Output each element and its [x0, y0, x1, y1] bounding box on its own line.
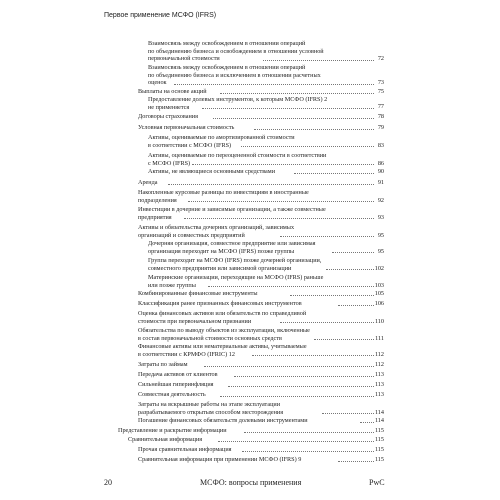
toc-page-number: 113 [374, 391, 384, 398]
toc-page-number: 91 [377, 179, 384, 186]
toc-entry[interactable] [138, 113, 384, 121]
toc-entry-line: организация переходит на МСФО (IFRS) позже группы [148, 247, 295, 255]
toc-entry[interactable] [148, 257, 384, 272]
toc-entry-line: или позже группы [148, 281, 196, 289]
toc-page-number: 93 [377, 214, 384, 221]
leader-dots [208, 286, 374, 287]
toc-page-number: 106 [374, 300, 384, 307]
leader-dots [241, 146, 374, 147]
toc-entry-line: не применяется [148, 103, 190, 111]
leader-dots [218, 441, 374, 442]
toc-entry-line: Классификация ранее признанных финансовых инструментов [138, 300, 302, 307]
toc-entry[interactable] [138, 391, 384, 399]
toc-entry[interactable] [148, 168, 384, 176]
leader-dots [220, 93, 374, 94]
toc-entry-line: Накопленные курсовые разницы по инвестициям в иностранные [138, 189, 309, 196]
toc-page-number: 72 [377, 55, 384, 62]
toc-entry[interactable] [138, 206, 384, 221]
toc-page-number: 102 [374, 265, 384, 272]
toc-entry[interactable] [138, 179, 384, 187]
toc-entry-line: совместного предприятия или зависимой организации [148, 264, 292, 272]
toc-page-number: 92 [377, 197, 384, 204]
toc-page-number: 73 [377, 79, 384, 86]
toc-entry-line: Выплаты на основе акций [138, 88, 207, 95]
toc-page-number: 90 [377, 168, 384, 175]
leader-dots [174, 84, 374, 85]
toc-page-number: 112 [374, 351, 384, 358]
toc-page-number: 113 [374, 381, 384, 388]
toc-page-number: 78 [377, 113, 384, 120]
toc-page-number: 114 [374, 409, 384, 416]
toc-entry[interactable] [148, 96, 384, 111]
toc-page-number: 110 [374, 318, 384, 325]
toc-entry-line: Активы, оцениваемые по переоцененной стоимости в соответствии [148, 152, 327, 159]
toc-page-number: 95 [377, 232, 384, 239]
toc-entry[interactable] [148, 40, 384, 63]
toc-entry-line: в состав первоначальной стоимости основных средств [138, 334, 282, 342]
publisher-name: PwC [369, 478, 385, 487]
toc-page-number: 77 [377, 103, 384, 110]
toc-entry[interactable] [138, 88, 384, 96]
toc-page-number: 83 [377, 142, 384, 149]
toc-entry-line: Передача активов от клиентов [138, 371, 218, 378]
toc-entry[interactable] [138, 371, 384, 379]
toc-entry[interactable] [138, 381, 384, 389]
leader-dots [322, 413, 374, 414]
leader-dots [234, 376, 374, 377]
toc-entry-line: Инвестиции в дочерние и зависимые организации, а также совместные [138, 206, 326, 213]
toc-entry-line: подразделения [138, 196, 177, 204]
toc-entry-line: первоначальной стоимости [148, 55, 220, 62]
toc-entry-line: Затраты на вскрышные работы на этапе эксплуатации [138, 401, 280, 408]
toc-page-number: 79 [377, 124, 384, 131]
leader-dots [244, 432, 374, 433]
leader-dots [254, 129, 374, 130]
leader-dots [202, 108, 374, 109]
toc-page-number: 86 [377, 160, 384, 167]
toc-entry-line: Договоры страхования [138, 113, 198, 120]
toc-entry-line: Взаимосвязь между освобождением в отношении операций [148, 64, 306, 71]
leader-dots [188, 201, 374, 202]
leader-dots [332, 252, 374, 253]
toc-entry-line: оценок [148, 79, 167, 86]
leader-dots [228, 386, 374, 387]
toc-entry-line: в соответствии с КРМФО (IFRIC) 12 [138, 350, 235, 358]
toc-page-number: 103 [374, 282, 384, 289]
running-header: Первое применение МСФО (IFRS) [104, 12, 217, 19]
toc-entry-line: Сравнительная информация при применении МСФО (IFRS) 9 [138, 456, 302, 463]
leader-dots [326, 269, 374, 270]
toc-entry-line: Активы, не являющиеся основными средствами [148, 168, 276, 175]
leader-dots [192, 164, 374, 165]
toc-entry[interactable] [148, 134, 384, 149]
toc-entry-line: Условная первоначальная стоимость [138, 124, 235, 131]
toc-entry-line: Активы, оцениваемые по амортизированной стоимости [148, 134, 295, 141]
leader-dots [220, 396, 374, 397]
toc-page-number: 114 [374, 417, 384, 424]
toc-entry-line: Дочерняя организация, совместное предприятие или зависимая [148, 240, 316, 247]
toc-entry[interactable] [138, 361, 384, 369]
toc-entry-line: Прочая сравнительная информация [138, 446, 232, 453]
leader-dots [360, 422, 374, 423]
toc-page-number: 115 [374, 446, 384, 453]
toc-entry[interactable] [138, 290, 384, 298]
page-number: 20 [104, 478, 112, 487]
leader-dots [290, 295, 374, 296]
toc-page-number: 112 [374, 361, 384, 368]
toc-entry-line: Группа переходит на МСФО (IFRS) позже дочерней организации, [148, 257, 322, 264]
toc-entry[interactable] [138, 124, 384, 132]
toc-entry[interactable] [138, 189, 384, 204]
leader-dots [314, 339, 374, 340]
toc-entry[interactable] [148, 152, 384, 167]
toc-page-number: 105 [374, 290, 384, 297]
toc-entry[interactable] [138, 310, 384, 325]
toc-entry-line: по объединению бизнеса и освобождением в отношении условной [148, 47, 324, 55]
toc-entry[interactable] [138, 401, 384, 416]
toc-entry[interactable] [148, 274, 384, 289]
toc-entry-line: предприятия [138, 213, 172, 221]
toc-entry[interactable] [148, 240, 384, 255]
leader-dots [242, 451, 374, 452]
toc-entry-line: разрабатываемого открытым способом месторождения [138, 408, 284, 416]
toc-entry[interactable] [148, 64, 384, 87]
book-title: МСФО: вопросы применения [200, 478, 302, 487]
leader-dots [252, 355, 374, 356]
toc-entry[interactable] [138, 456, 384, 464]
toc-entry-line: Обязательства по выводу объектов из эксплуатации, включенные [138, 327, 310, 334]
toc-entry-line: Совместная деятельность [138, 391, 206, 398]
leader-dots [184, 218, 374, 219]
toc-entry-line: по объединению бизнеса и исключением в отношении расчетных [148, 71, 321, 79]
toc-entry-line: Активы и обязательства дочерних организаций, зависимых [138, 224, 295, 231]
toc-entry[interactable] [138, 446, 384, 454]
toc-entry[interactable] [128, 436, 384, 444]
toc-page-number: 115 [374, 436, 384, 443]
leader-dots [204, 366, 374, 367]
toc-entry-line: стоимости при первоначальном признании [138, 317, 252, 325]
toc-entry-line: организаций и совместных предприятий [138, 231, 245, 239]
toc-entry-line: Материнские организации, переходящие на МСФО (IFRS) раньше [148, 274, 324, 281]
toc-entry[interactable] [138, 417, 384, 425]
toc-entry-line: с МСФО (IFRS) [148, 159, 191, 167]
toc-page-number: 95 [377, 248, 384, 255]
toc-entry-line: Погашение финансовых обязательств долевыми инструментами [138, 417, 308, 424]
toc-entry-line: Затраты по займам [138, 361, 188, 368]
leader-dots [280, 236, 374, 237]
toc-entry-line: Финансовые активы или нематериальные активы, учитываемые [138, 343, 307, 350]
toc-entry-line: Аренда [138, 179, 158, 186]
toc-entry-line: Взаимосвязь между освобождением в отношении операций [148, 40, 306, 47]
toc-page-number: 115 [374, 456, 384, 463]
toc-page-number: 75 [377, 88, 384, 95]
toc-entry[interactable] [138, 327, 384, 342]
toc-entry-line: Сравнительная информация [128, 436, 203, 443]
leader-dots [213, 118, 374, 119]
leader-dots [263, 60, 374, 61]
toc-page-number: 113 [374, 371, 384, 378]
leader-dots [280, 322, 374, 323]
leader-dots [168, 184, 374, 185]
toc-entry[interactable] [138, 300, 384, 308]
toc-entry-line: Представление и раскрытие информации [118, 427, 227, 434]
toc-page-number: 111 [375, 335, 384, 342]
toc-entry-line: Предоставление долевых инструментов, к которым МСФО (IFRS) 2 [148, 96, 328, 103]
toc-entry[interactable] [138, 343, 384, 358]
leader-dots [338, 461, 374, 462]
leader-dots [294, 173, 374, 174]
toc-page-number: 115 [374, 427, 384, 434]
toc-entry[interactable] [138, 224, 384, 239]
toc-entry-line: Комбинированные финансовые инструменты [138, 290, 258, 297]
toc-entry-line: Оценка финансовых активов или обязательств по справедливой [138, 310, 307, 317]
toc-entry-line: Сильнейшая гиперинфляция [138, 381, 214, 388]
toc-entry[interactable] [118, 427, 384, 435]
leader-dots [338, 305, 374, 306]
toc-entry-line: в соответствии с МСФО (IFRS) [148, 141, 232, 149]
